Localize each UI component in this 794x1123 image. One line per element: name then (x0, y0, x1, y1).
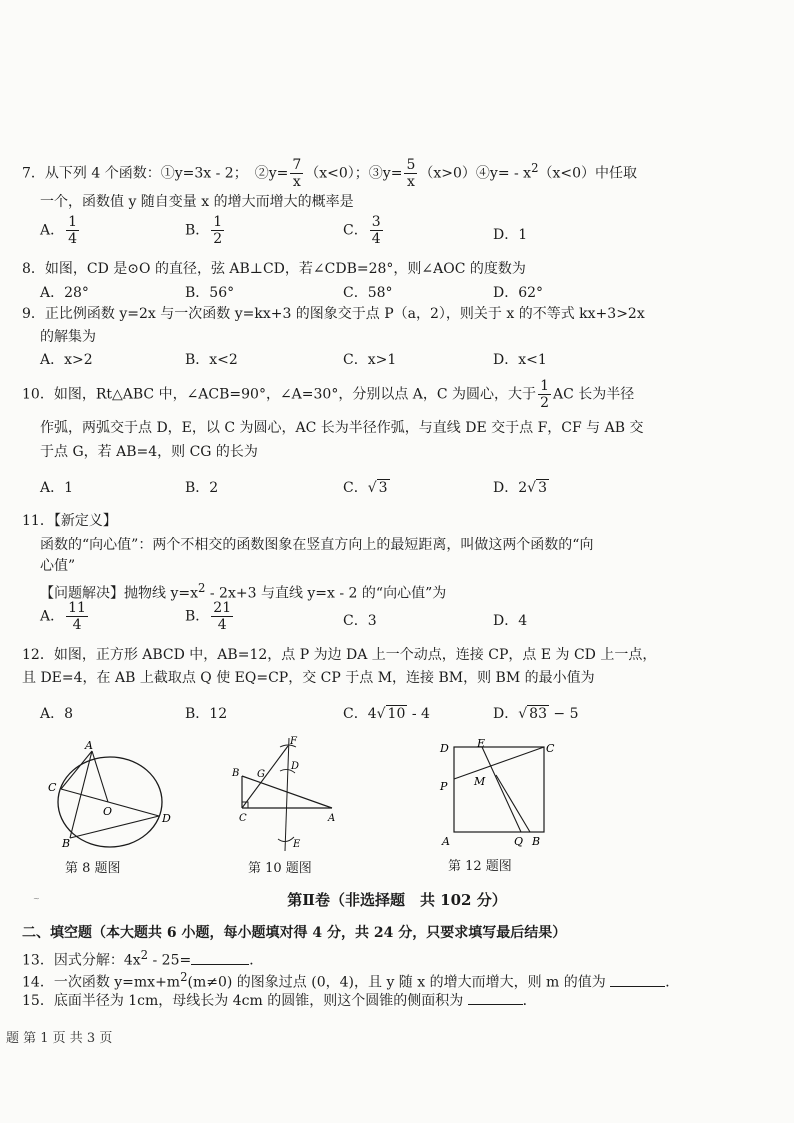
q7-option-a-label: A． (40, 222, 65, 239)
q7-text-a: 7．从下列 4 个函数：①y=3x - 2； ②y= (22, 165, 289, 182)
fig10-segment-cf (242, 746, 288, 808)
q14 (22, 967, 679, 993)
figure-8-circle (40, 735, 180, 850)
q13-text-a: 13．因式分解：4x (22, 952, 141, 969)
q14-text-b: (m≠0) 的图象过点 (0，4)，且 y 随 x 的增大而增大，则 m 的值为 (187, 974, 606, 991)
page-footer: 题 第 1 页 共 3 页 (6, 1031, 113, 1046)
q14-sup: 2 (180, 970, 188, 984)
q7-line2: 一个，函数值 y 随自变量 x 的增大而增大的概率是 (40, 194, 354, 210)
figure-10-caption: 第 10 题图 (248, 861, 312, 876)
q7-option-a-den: 4 (68, 231, 78, 247)
fig12-square-abcd (454, 747, 544, 832)
q12-option-d-label: D． (493, 706, 519, 722)
q9-line1: 9．正比例函数 y=2x 与一次函数 y=kx+3 的图象交于点 P（a，2），则关于 x 的不等式 kx+3>2x (22, 306, 645, 322)
q8-option-d: D．62° (493, 285, 544, 301)
q11-option-b-frac (211, 600, 233, 633)
fig10-line-de (285, 738, 289, 851)
q14-text-a: 14．一次函数 y=mx+m (22, 974, 181, 991)
q10-line1 (22, 378, 634, 411)
q7-option-b-label: B． (185, 222, 210, 239)
fig8-label-d: D (162, 812, 171, 825)
q11-option-b (185, 600, 235, 633)
q10-option-d-rad: 3 (538, 480, 547, 496)
fig12-label-c: C (546, 742, 555, 755)
q13-sup: 2 (140, 948, 149, 962)
q11-option-a-frac (66, 600, 88, 633)
q7-sup: 2 (531, 160, 539, 175)
q11-option-a (40, 600, 90, 633)
q10-option-d (493, 478, 549, 498)
fig10-label-a: A (328, 813, 336, 824)
q12-option-d-rad: 83 (529, 706, 547, 722)
q9-option-c: C．x>1 (343, 352, 397, 368)
fig8-label-a: A (85, 739, 93, 752)
fig12-label-b: B (532, 835, 541, 848)
q13-text-b: - 25= (148, 952, 192, 969)
q7-text-b: （x<0）；③y= (305, 165, 403, 182)
q9-option-b: B．x<2 (185, 352, 238, 368)
q7-text-c: （x>0）④y= - x (419, 165, 532, 182)
q10-option-c (343, 478, 390, 498)
fig12-label-m: M (474, 775, 486, 788)
q11-line2: 心值” (40, 558, 76, 574)
q12-option-d-tail: − 5 (548, 706, 579, 722)
q7-option-a-frac (66, 214, 79, 247)
q15-text-a: 15．底面半径为 1cm，母线长为 4cm 的圆锥，则这个圆锥的侧面积为 (22, 993, 464, 1009)
fig12-segment-pc (454, 747, 544, 779)
q8-stem: 8．如图，CD 是⊙O 的直径，弦 AB⊥CD，若∠CDB=28°，则∠AOC 的度数为 (22, 261, 526, 277)
q11-option-b-den: 4 (217, 617, 227, 633)
q12-line2: 且 DE=4，在 AB 上截取点 Q 使 EQ=CP，交 CP 于点 M，连接 BM，则 BM 的最小值为 (22, 670, 595, 686)
q12-option-a: A．8 (40, 706, 74, 722)
q15-answer-blank[interactable] (468, 990, 523, 1005)
q10-frac-num: 1 (540, 378, 549, 394)
section2-title: 二、填空题（本大题共 6 小题，每小题填对得 4 分，共 24 分，只要求填写最后结果） (22, 925, 567, 941)
q7-option-c-den: 4 (371, 231, 381, 247)
q10-option-c-label: C． (343, 480, 368, 496)
q7-option-c-label: C． (343, 222, 368, 239)
fig8-segment-ao (92, 751, 108, 802)
q7-option-a-num: 1 (68, 214, 78, 230)
q11-option-b-label: B． (185, 608, 210, 625)
fig10-label-c: C (239, 813, 247, 824)
fig10-label-d: D (291, 761, 300, 772)
q7-option-b-den: 2 (213, 231, 223, 247)
q13-answer-blank[interactable] (191, 950, 249, 965)
fig10-label-e: E (293, 839, 301, 850)
q11-text-a: 【问题解决】抛物线 y=x (40, 585, 198, 602)
q11-text-b: - 2x+3 与直线 y=x - 2 的“向心值”为 (205, 585, 447, 602)
q10-frac (538, 378, 551, 411)
q12-option-b: B．12 (185, 706, 228, 722)
q8-option-c: C．58° (343, 285, 393, 301)
q10-text-b: AC 长为半径 (552, 386, 635, 403)
q12-option-c-tail: - 4 (407, 706, 430, 722)
scan-smudge: ~ (33, 894, 40, 903)
q8-option-a: A．28° (40, 285, 89, 301)
q10-line2: 作弧，两弧交于点 D，E，以 C 为圆心，AC 长为半径作弧，与直线 DE 交于点 F，CF 与 AB 交 (40, 420, 644, 436)
fig12-segment-eq (482, 747, 521, 832)
q7-frac2-den: x (406, 174, 415, 190)
q7-option-b (185, 214, 226, 247)
q12-option-c-sqrt: √ 10 (376, 706, 406, 722)
q10-text-a: 10．如图，Rt△ABC 中，∠ACB=90°，∠A=30°，分别以点 A，C 为圆心，大于 (22, 386, 537, 403)
q10-option-c-rad: 3 (378, 480, 388, 496)
q11-option-d: D．4 (493, 613, 528, 629)
fig12-label-a: A (442, 835, 450, 848)
q7-text-d: （x<0）中任取 (538, 165, 638, 182)
q10-option-a: A．1 (40, 480, 74, 496)
q7-frac2 (404, 157, 417, 190)
figure-10-triangle (225, 733, 350, 853)
q14-answer-blank[interactable] (610, 972, 665, 987)
q10-option-d-sqrt: √ 3 (527, 480, 547, 496)
q7-frac1 (290, 157, 303, 190)
q9-line2: 的解集为 (40, 329, 96, 345)
q13-end: ． (249, 952, 264, 969)
q11-line1: 函数的“向心值”：两个不相交的函数图象在竖直方向上的最短距离，叫做这两个函数的“向 (40, 537, 594, 553)
fig12-label-q: Q (514, 835, 524, 848)
q7-option-c-frac (370, 214, 383, 247)
fig12-segment-bm (496, 775, 530, 832)
q8-option-b: B．56° (185, 285, 235, 301)
fig8-label-b: B (62, 837, 71, 850)
q11-option-b-num: 21 (213, 600, 232, 616)
q7-option-d: D．1 (493, 227, 528, 243)
q7-option-c-num: 3 (371, 214, 381, 230)
q12-line1: 12．如图，正方形 ABCD 中，AB=12，点 P 为边 DA 上一个动点，连接 CP，点 E 为 CD 上一点， (22, 647, 657, 663)
part2-title: 第Ⅱ卷（非选择题 共 102 分） (287, 891, 507, 909)
q15-end: ． (522, 993, 537, 1009)
q7-frac1-den: x (292, 174, 301, 190)
fig12-label-p: P (440, 780, 448, 793)
q15 (22, 990, 537, 1011)
q12-option-c (343, 704, 430, 724)
q11-option-a-label: A． (40, 608, 65, 625)
figure-8-caption: 第 8 题图 (65, 861, 121, 876)
q7-option-b-frac (211, 214, 224, 247)
q10-frac-den: 2 (540, 395, 549, 411)
q10-option-b: B．2 (185, 480, 219, 496)
q12-option-c-label: C．4 (343, 706, 377, 722)
figure-12-square (435, 737, 560, 852)
q7-frac2-num: 5 (406, 157, 416, 173)
q14-end: ． (665, 974, 680, 991)
fig8-label-c: C (48, 781, 57, 794)
fig12-label-d: D (440, 742, 449, 755)
q11-sup: 2 (198, 581, 206, 595)
figure-12-caption: 第 12 题图 (448, 859, 512, 874)
q11-line3 (40, 578, 446, 604)
q12-option-d-sqrt: √ 83 (518, 706, 547, 722)
q7-option-c (343, 214, 385, 247)
fig12-label-e: E (477, 737, 486, 750)
fig10-label-g: G (257, 769, 265, 780)
q12-option-c-rad: 10 (387, 706, 406, 722)
q10-option-c-sqrt: √ 3 (367, 480, 388, 496)
q7-option-a (40, 214, 81, 247)
q11-head: 11．【新定义】 (22, 513, 117, 529)
q11-option-a-den: 4 (72, 617, 82, 633)
q11-option-c: C．3 (343, 613, 377, 629)
q11-option-a-num: 11 (68, 600, 86, 616)
fig10-arc-e (278, 837, 294, 842)
q9-option-d: D．x<1 (493, 352, 547, 368)
fig10-label-b: B (232, 768, 240, 779)
q12-option-d (493, 704, 579, 724)
q7-frac1-num: 7 (292, 157, 302, 173)
fig8-label-o: O (103, 805, 113, 818)
q9-option-a: A．x>2 (40, 352, 93, 368)
q7-option-b-num: 1 (213, 214, 223, 230)
q10-option-d-label: D．2 (493, 480, 528, 496)
q7-line1 (22, 157, 637, 190)
q10-line3: 于点 G，若 AB=4，则 CG 的长为 (40, 444, 258, 460)
fig10-label-f: F (290, 736, 297, 747)
